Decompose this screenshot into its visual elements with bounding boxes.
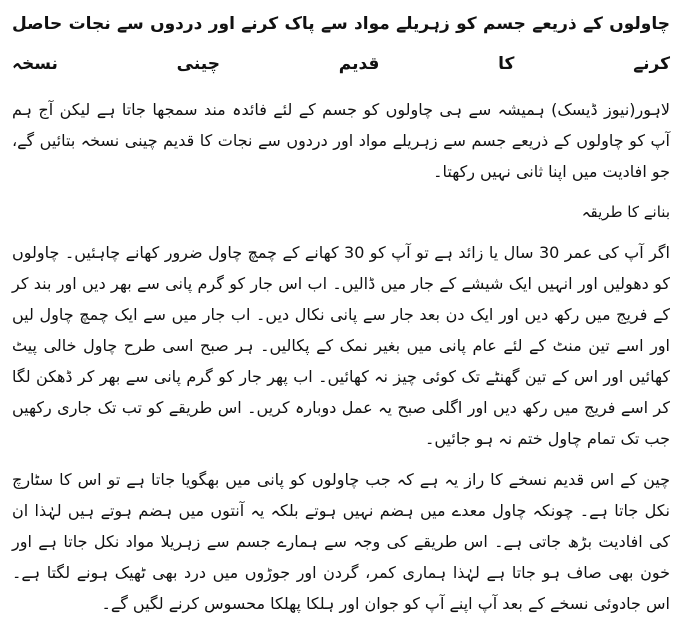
explanation-paragraph: چین کے اس قدیم نسخے کا راز یہ ہے کہ جب چاولوں کو پانی میں بھگویا جاتا ہے تو اس کا سٹارچ نکل جاتا ہے۔ چونکہ چاول معدے میں ہضم نہیں ہوتے بلکہ یہ آنتوں میں ہضم ہوتے ہیں لہٰذا ان کی افادیت بڑھ جاتی ہے۔ اس طریقے کی وجہ سے ہمارے جسم سے زہریلا مواد نکل جاتا ہے اور خون بھی صاف ہو جاتا ہے لہٰذا ہماری کمر، گردن اور جوڑوں میں درد بھی ٹھیک ہونے لگتا ہے۔ اس جادوئی نسخے کے بعد آپ اپنے آپ کو جوان اور ہلکا پھلکا محسوس کرنے لگیں گے۔ xyxy=(12,470,670,613)
article-title: چاولوں کے ذریعے جسم کو زہریلے مواد سے پاک کرنے اور دردوں سے نجات حاصل کرنے کا قدیم چینی نسخہ xyxy=(12,14,670,74)
method-heading: بنانے کا طریقہ xyxy=(581,203,670,221)
intro-paragraph: لاہور(نیوز ڈیسک) ہمیشہ سے ہی چاولوں کو جسم کے لئے فائدہ مند سمجھا جاتا ہے لیکن آج ہم آپ کو چاولوں کے ذریعے جسم سے زہریلے مواد اور دردوں سے نجات کا قدیم چینی نسخہ بتائیں گے، جو افادیت میں اپنا ثانی نہیں رکھتا۔ xyxy=(12,100,670,181)
method-paragraph: اگر آپ کی عمر 30 سال یا زائد ہے تو آپ کو 30 کھانے کے چمچ چاول ضرور کھانے چاہئیں۔ چاولوں کو دھولیں اور انہیں ایک شیشے کے جار میں ڈالیں۔ اب اس جار کو گرم پانی سے بھر دیں اور بند کر کے فریج میں رکھ دیں اور ایک دن بعد جار سے پانی نکال دیں۔ اب جار میں سے ایک چمچ چاول لیں اور اسے تین منٹ کے لئے عام پانی میں بغیر نمک کے پکالیں۔ ہر صبح اسی طرح چاول خالی پیٹ کھائیں اور اس کے تین گھنٹے تک کوئی چیز نہ کھائیں۔ اب پھر جار کو گرم پانی سے بھر کر ڈھکن لگا کر اسے فریج میں رکھ دیں اور اگلی صبح یہ عمل دوبارہ کریں۔ اس طریقے کو تب تک جاری رکھیں جب تک تمام چاول ختم نہ ہو جائیں۔ xyxy=(12,243,670,448)
